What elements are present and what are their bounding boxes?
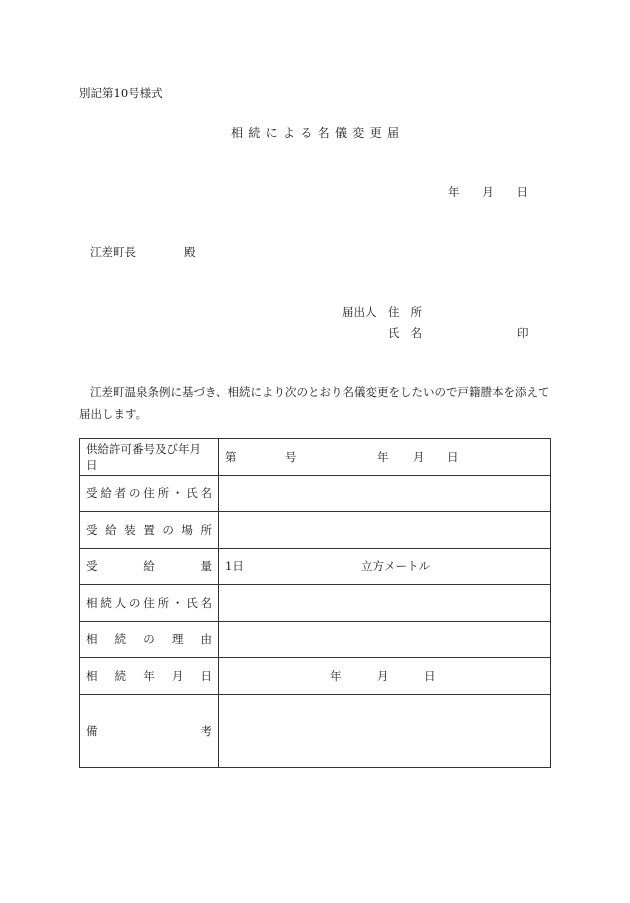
label-char: の — [128, 486, 141, 501]
form-number: 別記第10号様式 — [79, 86, 163, 100]
label-char: 所 — [157, 595, 170, 610]
label-char: 名 — [410, 326, 422, 340]
label-char: 相 — [86, 632, 98, 647]
application-table — [79, 438, 551, 768]
label-char: 住 — [388, 305, 400, 319]
label-char: 所 — [157, 486, 170, 501]
title-char: 届 — [386, 126, 399, 140]
label-char: 続 — [114, 632, 127, 647]
addressee-honorific: 殿 — [184, 245, 196, 259]
device-location-label — [80, 512, 219, 549]
table-row-inheritance-date — [80, 658, 551, 695]
label-char: の — [143, 632, 155, 647]
permit-year-label: 年 — [377, 449, 389, 464]
title-char: 更 — [369, 126, 382, 140]
label-char: 所 — [200, 522, 212, 537]
title-char: る — [300, 126, 313, 140]
supply-volume-label — [80, 548, 219, 585]
title-char: 相 — [231, 126, 244, 140]
label-char: 給 — [143, 559, 155, 574]
addressee-name: 江差町長 — [90, 245, 136, 259]
label-char: の — [128, 595, 141, 610]
inheritance-date-value — [219, 658, 551, 695]
remarks-value — [219, 694, 551, 767]
inheritance-date-label — [80, 658, 219, 695]
label-char: ・ — [171, 486, 184, 501]
label-char: 続 — [100, 595, 112, 610]
title-char: よ — [282, 126, 295, 140]
label-char: 続 — [114, 668, 127, 683]
date-day-label: 日 — [516, 185, 528, 199]
title-char: 儀 — [334, 126, 347, 140]
title-char: に — [265, 126, 278, 140]
label-char: 名 — [200, 595, 212, 610]
inherit-month-label: 月 — [377, 668, 389, 683]
label-char: 名 — [200, 486, 212, 501]
recipient-address-value — [219, 475, 551, 512]
label-char: 住 — [143, 486, 155, 501]
inherit-day-label: 日 — [424, 668, 436, 683]
supply-permit-label — [80, 439, 219, 476]
label-char: 由 — [200, 632, 212, 647]
label-char: 考 — [200, 723, 212, 738]
title-char: 変 — [352, 126, 365, 140]
volume-per-day-label: 1日 — [225, 559, 244, 574]
table-row-heir-address — [80, 585, 551, 622]
label-char: 置 — [143, 522, 155, 537]
label-char: 相 — [86, 595, 98, 610]
label-char: 量 — [200, 559, 212, 574]
statement-paragraph: 江差町温泉条例に基づき、相続により次のとおり名儀変更をしたいので戸籍謄本を添えて届出します。 — [79, 385, 550, 421]
submission-date — [448, 184, 528, 200]
label-char: の — [162, 522, 174, 537]
device-location-value — [219, 512, 551, 549]
heir-address-label — [80, 585, 219, 622]
table-row-device-location — [80, 512, 551, 549]
volume-unit-label: 立方メートル — [361, 559, 430, 574]
table-row-recipient-address — [80, 475, 551, 512]
inheritance-reason-value — [219, 621, 551, 658]
label-char: 年 — [143, 668, 155, 683]
label-char: 氏 — [186, 486, 198, 501]
inheritance-reason-label — [80, 621, 219, 658]
label-char: 氏 — [388, 326, 400, 340]
permit-month-label: 月 — [413, 449, 425, 464]
inherit-year-label: 年 — [330, 668, 342, 683]
label-char: 氏 — [186, 595, 198, 610]
label-char: 受 — [86, 522, 98, 537]
applicant-address-label — [388, 304, 422, 320]
table-row-supply-permit — [80, 439, 551, 476]
table-row-supply-volume — [80, 548, 551, 585]
label-char: 者 — [114, 486, 127, 501]
permit-dai-label: 第 — [225, 449, 237, 464]
label-char: 受 — [86, 486, 98, 501]
table-row-remarks — [80, 694, 551, 767]
applicant-name-label — [388, 325, 422, 341]
document-title — [231, 124, 399, 141]
supply-volume-value — [219, 548, 551, 585]
permit-day-label: 日 — [447, 449, 459, 464]
heir-address-value — [219, 585, 551, 622]
label-char: 装 — [124, 522, 136, 537]
table-row-inheritance-reason — [80, 621, 551, 658]
label-char: 相 — [86, 668, 98, 683]
label-char: 住 — [143, 595, 155, 610]
label-char: 場 — [181, 522, 193, 537]
permit-go-label: 号 — [285, 449, 297, 464]
label-char: 月 — [171, 668, 184, 683]
title-char: 続 — [248, 126, 261, 140]
label-char: 給 — [100, 486, 112, 501]
label-char: 備 — [86, 723, 98, 738]
seal-label: 印 — [517, 326, 529, 340]
date-month-label: 月 — [482, 185, 494, 199]
supply-permit-value — [219, 439, 551, 476]
label-char: 所 — [410, 305, 422, 319]
label-char: ・ — [171, 595, 184, 610]
label-text: 供給許可番号及び年月日 — [86, 441, 201, 472]
label-char: 理 — [171, 632, 184, 647]
label-char: 給 — [105, 522, 117, 537]
date-year-label: 年 — [448, 185, 460, 199]
label-char: 日 — [200, 668, 212, 683]
recipient-address-label — [80, 475, 219, 512]
label-char: 受 — [86, 559, 98, 574]
remarks-label — [80, 694, 219, 767]
title-char: 名 — [317, 126, 330, 140]
applicant-label: 届出人 — [342, 305, 377, 319]
label-char: 人 — [114, 595, 127, 610]
